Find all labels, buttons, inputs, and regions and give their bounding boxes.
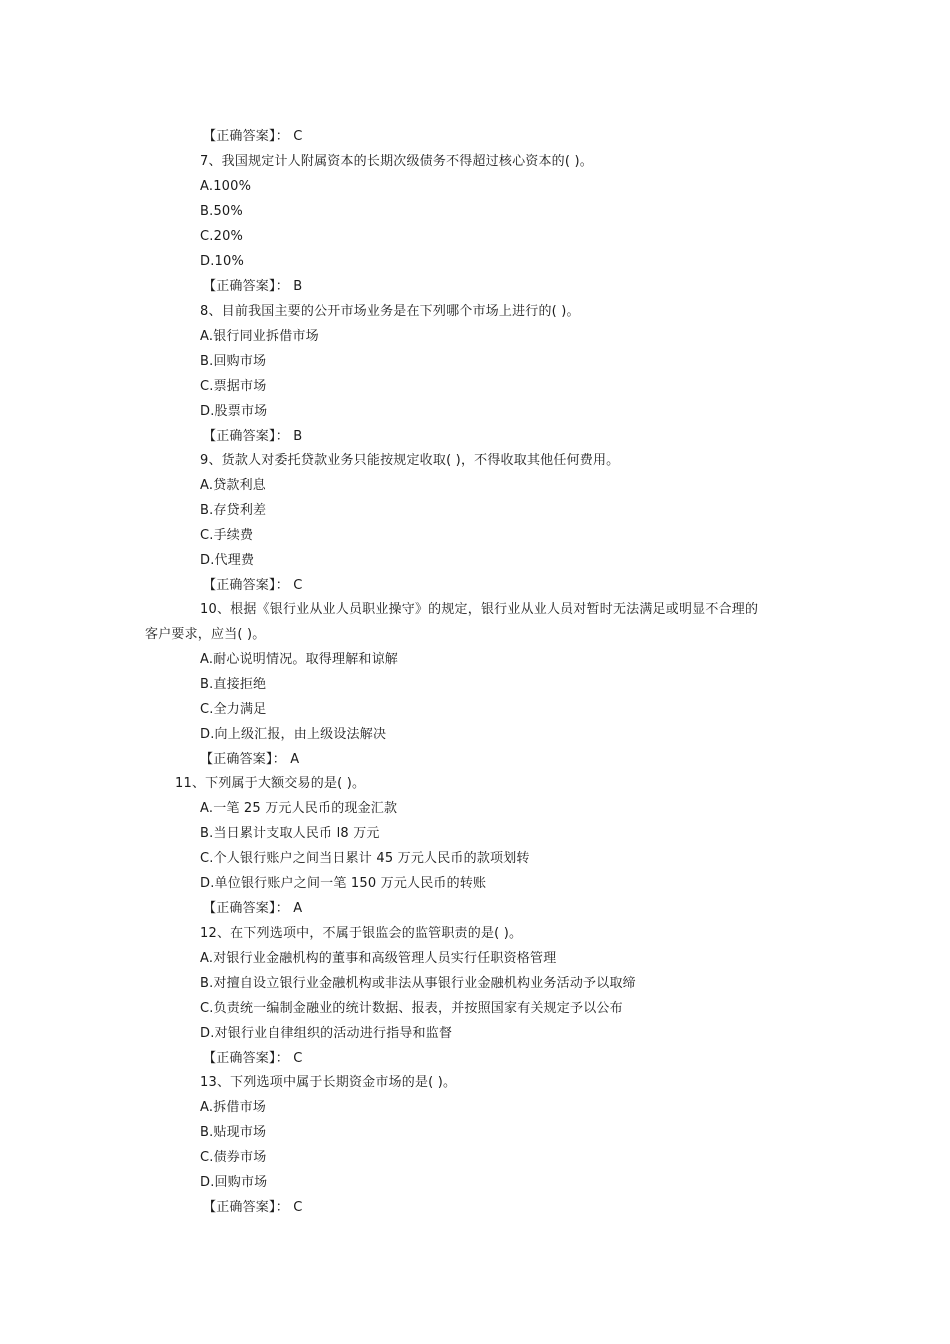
option-13b: B.贴现市场 bbox=[200, 1125, 267, 1140]
option-10d: D.向上级汇报，由上级设法解决 bbox=[200, 727, 387, 742]
option-13a: A.拆借市场 bbox=[200, 1100, 266, 1115]
option-12d: D.对银行业自律组织的活动进行指导和监督 bbox=[200, 1026, 453, 1041]
answer-line-8: 【正确答案】： B bbox=[203, 429, 303, 444]
option-8c: C.票据市场 bbox=[200, 379, 267, 394]
option-12c: C.负责统一编制金融业的统计数据、报表，并按照国家有关规定予以公布 bbox=[200, 1001, 623, 1016]
answer-line-13: 【正确答案】： C bbox=[203, 1200, 303, 1215]
question-8: 8、目前我国主要的公开市场业务是在下列哪个市场上进行的( )。 bbox=[200, 304, 580, 319]
option-7b: B.50% bbox=[200, 204, 243, 219]
option-10c: C.全力满足 bbox=[200, 702, 267, 717]
option-8b: B.回购市场 bbox=[200, 354, 267, 369]
option-11a: A.一笔 25 万元人民币的现金汇款 bbox=[200, 801, 398, 816]
question-12: 12、在下列选项中，不属于银监会的监管职责的是( )。 bbox=[200, 926, 523, 941]
option-11d: D.单位银行账户之间一笔 150 万元人民币的转账 bbox=[200, 876, 487, 891]
option-13c: C.债券市场 bbox=[200, 1150, 267, 1165]
answer-line-6: 【正确答案】： C bbox=[203, 129, 303, 144]
answer-line-9: 【正确答案】： C bbox=[203, 578, 303, 593]
option-11c: C.个人银行账户之间当日累计 45 万元人民币的款项划转 bbox=[200, 851, 530, 866]
option-12a: A.对银行业金融机构的董事和高级管理人员实行任职资格管理 bbox=[200, 951, 557, 966]
question-10-line-2: 客户要求，应当( )。 bbox=[145, 627, 266, 642]
option-7c: C.20% bbox=[200, 229, 244, 244]
option-9b: B.存贷利差 bbox=[200, 503, 267, 518]
answer-line-7: 【正确答案】： B bbox=[203, 279, 303, 294]
answer-line-11: 【正确答案】： A bbox=[203, 901, 303, 916]
option-7a: A.100% bbox=[200, 179, 252, 194]
option-10a: A.耐心说明情况。取得理解和谅解 bbox=[200, 652, 398, 667]
option-8a: A.银行同业拆借市场 bbox=[200, 329, 319, 344]
option-12b: B.对擅自设立银行业金融机构或非法从事银行业金融机构业务活动予以取缔 bbox=[200, 976, 636, 991]
option-9c: C.手续费 bbox=[200, 528, 254, 543]
option-8d: D.股票市场 bbox=[200, 404, 268, 419]
option-7d: D.10% bbox=[200, 254, 245, 269]
question-7: 7、我国规定计人附属资本的长期次级债务不得超过核心资本的( )。 bbox=[200, 154, 593, 169]
option-9a: A.贷款利息 bbox=[200, 478, 266, 493]
answer-line-10: 【正确答案】： A bbox=[200, 752, 300, 767]
option-10b: B.直接拒绝 bbox=[200, 677, 267, 692]
option-11b: B.当日累计支取人民币 l8 万元 bbox=[200, 826, 380, 841]
option-9d: D.代理费 bbox=[200, 553, 255, 568]
question-11: 11、下列属于大额交易的是( )。 bbox=[175, 776, 366, 791]
option-13d: D.回购市场 bbox=[200, 1175, 268, 1190]
question-9: 9、货款人对委托贷款业务只能按规定收取( )，不得收取其他任何费用。 bbox=[200, 453, 620, 468]
answer-line-12: 【正确答案】： C bbox=[203, 1051, 303, 1066]
question-10-line-1: 10、根据《银行业从业人员职业操守》的规定，银行业从业人员对暂时无法满足或明显不合理的 bbox=[200, 602, 759, 617]
question-13: 13、下列选项中属于长期资金市场的是( )。 bbox=[200, 1075, 457, 1090]
